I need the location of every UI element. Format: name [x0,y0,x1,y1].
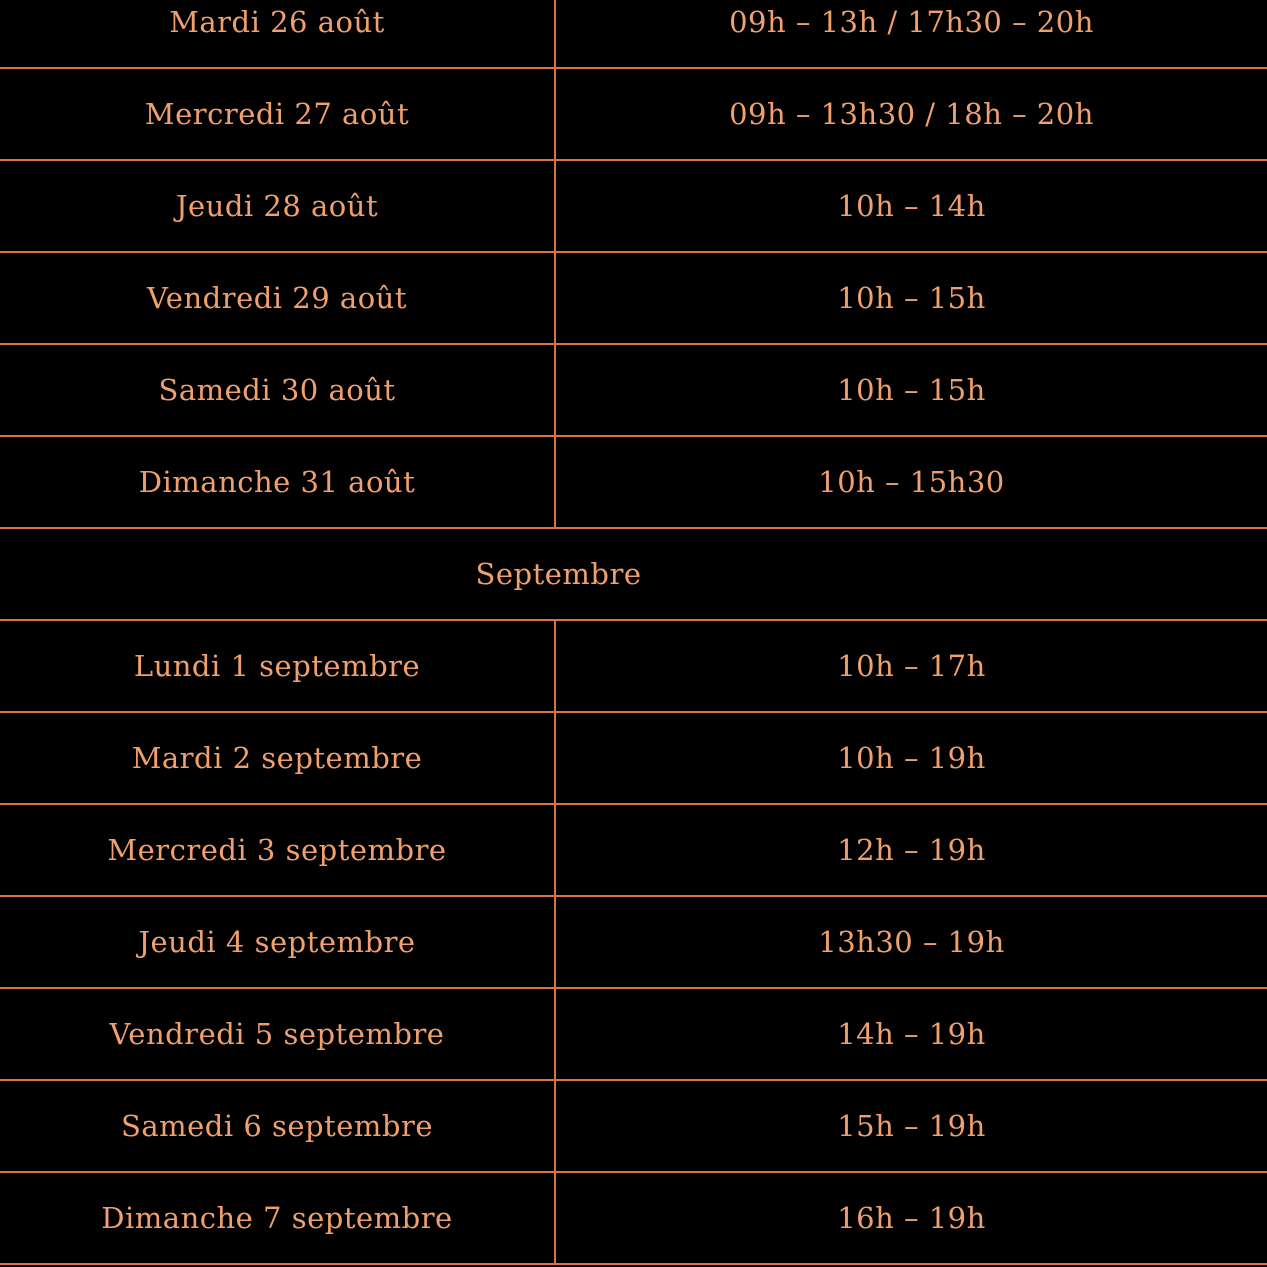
day-cell: Lundi 1 septembre [0,620,555,712]
table-row [0,344,1267,436]
table-row [0,804,1267,896]
table-row [0,620,1267,712]
table-row [0,988,1267,1080]
month-label: Septembre [475,557,642,591]
day-cell: Jeudi 4 septembre [0,896,555,988]
hours-cell: 12h – 19h [555,804,1267,896]
day-cell: Mercredi 3 septembre [0,804,555,896]
hours-cell: 10h – 14h [555,160,1267,252]
hours-cell: 16h – 19h [555,1172,1267,1264]
day-cell: Dimanche 7 septembre [0,1172,555,1264]
hours-cell: 13h30 – 19h [555,896,1267,988]
day-cell: Dimanche 31 août [0,436,555,528]
hours-cell: 09h – 13h30 / 18h – 20h [555,68,1267,160]
table-row [0,68,1267,160]
day-cell: Mardi 2 septembre [0,712,555,804]
table-row [0,252,1267,344]
table-row [0,0,1267,68]
hours-cell: 15h – 19h [555,1080,1267,1172]
day-cell: Vendredi 5 septembre [0,988,555,1080]
table-row [0,160,1267,252]
hours-cell: 14h – 19h [555,988,1267,1080]
hours-cell: 10h – 19h [555,712,1267,804]
hours-cell: 09h – 13h / 17h30 – 20h [555,0,1267,68]
table-row [0,436,1267,528]
day-cell: Vendredi 29 août [0,252,555,344]
day-cell: Mardi 26 août [0,0,555,68]
table-row [0,712,1267,804]
table-row [0,1172,1267,1264]
day-cell: Samedi 30 août [0,344,555,436]
hours-cell: 10h – 15h [555,252,1267,344]
hours-cell: 10h – 15h [555,344,1267,436]
month-header [0,528,1267,620]
day-cell: Mercredi 27 août [0,68,555,160]
table-row [0,896,1267,988]
hours-cell: 10h – 15h30 [555,436,1267,528]
day-cell: Jeudi 28 août [0,160,555,252]
table-row [0,1080,1267,1172]
month-header-row [0,528,1267,620]
day-cell: Samedi 6 septembre [0,1080,555,1172]
hours-cell: 10h – 17h [555,620,1267,712]
